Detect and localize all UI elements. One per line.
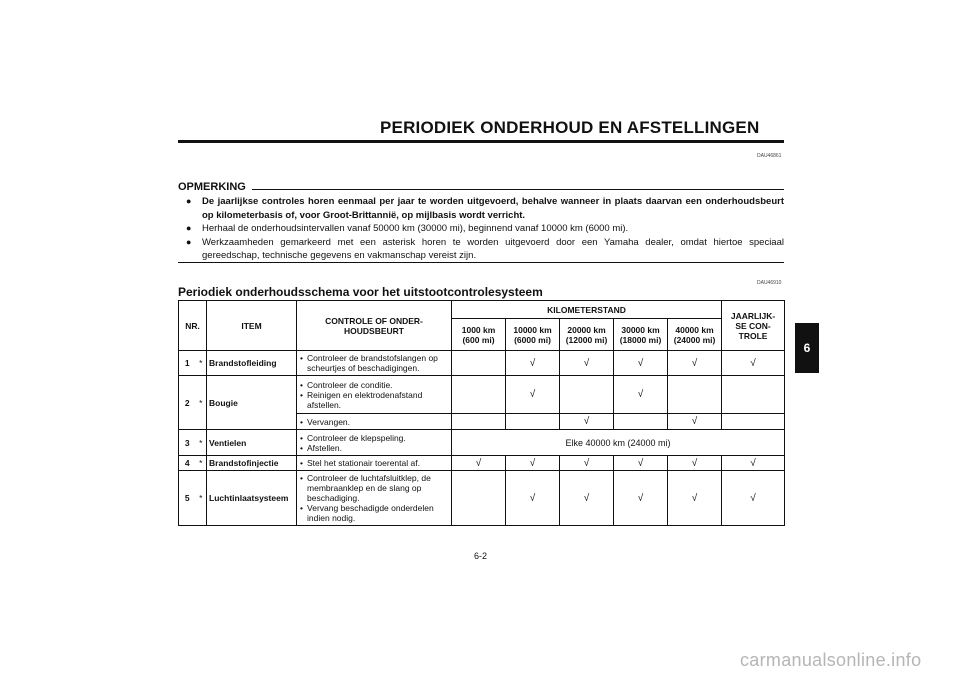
header-interval: 40000 km (24000 mi) <box>668 319 722 351</box>
row-nr: 5 <box>179 471 196 526</box>
note-item: ● Werkzaamheden gemarkeerd met een asterisk horen te worden uitgevoerd door een Yamaha dealer, omdat hiertoe speciaal gereedschap, technische gegevens en vakmanschap vereist zijn. <box>186 236 784 263</box>
control-bullet: • Vervang beschadigde onderdelen indien nodig. <box>300 503 448 523</box>
interval-span-text: Elke 40000 km (24000 mi) <box>452 430 785 456</box>
dealer-asterisk: * <box>196 456 207 471</box>
check-mark: √ <box>722 351 785 376</box>
check-mark: √ <box>668 414 722 430</box>
maintenance-schedule-table <box>178 300 785 526</box>
check-cell <box>452 414 506 430</box>
control-bullet: • Controleer de klepspeling. <box>300 433 448 443</box>
note-code: DAU46861 <box>757 153 782 159</box>
check-cell <box>722 414 785 430</box>
check-mark: √ <box>614 376 668 414</box>
page-number: 6-2 <box>474 551 488 561</box>
section-title: Periodiek onderhoudsschema voor het uitstootcontrolesysteem <box>178 285 543 299</box>
dealer-asterisk: * <box>196 430 207 456</box>
header-nr: NR. <box>179 301 207 351</box>
check-mark: √ <box>614 351 668 376</box>
note-item: ● Herhaal de onderhoudsintervallen vanaf 50000 km (30000 mi), beginnend vanaf 10000 km (6000 mi). <box>186 222 784 236</box>
check-cell <box>452 471 506 526</box>
dealer-asterisk: * <box>196 471 207 526</box>
note-title: OPMERKING <box>178 181 246 193</box>
header-control: CONTROLE OF ONDER- HOUDSBEURT <box>297 301 452 351</box>
check-mark: √ <box>614 456 668 471</box>
section-code: DAU46910 <box>757 280 782 286</box>
check-cell <box>506 414 560 430</box>
check-mark: √ <box>560 471 614 526</box>
row-control <box>297 471 452 526</box>
control-bullet: • Controleer de conditie. <box>300 380 448 390</box>
check-cell <box>452 351 506 376</box>
row-item: Ventielen <box>207 430 297 456</box>
header-interval: 10000 km (6000 mi) <box>506 319 560 351</box>
check-mark: √ <box>506 351 560 376</box>
check-mark: √ <box>722 456 785 471</box>
note-item: ● De jaarlijkse controles horen eenmaal per jaar te worden uitgevoerd, behalve wanneer in plaats daarvan een onderhoudsbeurt op kilometerbasis of, voor Groot-Brittannië, op mijlbasis wordt verricht. <box>186 195 784 222</box>
check-mark: √ <box>614 471 668 526</box>
row-item: Bougie <box>207 376 297 430</box>
header-interval: 30000 km (18000 mi) <box>614 319 668 351</box>
row-nr: 3 <box>179 430 196 456</box>
control-bullet: • Afstellen. <box>300 443 448 453</box>
check-mark: √ <box>506 456 560 471</box>
control-bullet: • Reinigen en elektrodenafstand afstellen. <box>300 390 448 410</box>
check-mark: √ <box>668 471 722 526</box>
row-nr: 4 <box>179 456 196 471</box>
control-bullet: • Vervangen. <box>300 417 448 427</box>
header-kilometerstand: KILOMETERSTAND <box>452 301 722 319</box>
check-cell <box>614 414 668 430</box>
note-list <box>186 195 784 263</box>
header-item: ITEM <box>207 301 297 351</box>
check-mark: √ <box>560 456 614 471</box>
check-mark: √ <box>452 456 506 471</box>
check-mark: √ <box>560 414 614 430</box>
row-item: Brandstofinjectie <box>207 456 297 471</box>
page-header-title: PERIODIEK ONDERHOUD EN AFSTELLINGEN <box>380 118 760 137</box>
row-nr: 2 <box>179 376 196 430</box>
control-bullet: • Controleer de luchtafsluitklep, de membraanklep en de slang op beschadiging. <box>300 473 448 503</box>
check-mark: √ <box>722 471 785 526</box>
check-mark: √ <box>668 351 722 376</box>
dealer-asterisk: * <box>196 376 207 430</box>
table-header-row <box>179 301 785 319</box>
table-row <box>179 456 785 471</box>
row-control <box>297 430 452 456</box>
control-bullet: • Controleer de brandstofslangen op scheurtjes of beschadigingen. <box>300 353 448 373</box>
header-interval: 1000 km (600 mi) <box>452 319 506 351</box>
header-annual: JAARLIJK- SE CON- TROLE <box>722 301 785 351</box>
check-mark: √ <box>506 376 560 414</box>
check-cell <box>722 376 785 414</box>
check-cell <box>668 376 722 414</box>
note-bottom-rule <box>178 262 784 263</box>
row-control <box>297 456 452 471</box>
row-control <box>297 376 452 414</box>
chapter-tab[interactable]: 6 <box>795 323 819 373</box>
check-cell <box>452 376 506 414</box>
table-row <box>179 430 785 456</box>
row-nr: 1 <box>179 351 196 376</box>
header-interval: 20000 km (12000 mi) <box>560 319 614 351</box>
check-mark: √ <box>506 471 560 526</box>
row-item: Brandstofleiding <box>207 351 297 376</box>
row-item: Luchtinlaatsysteem <box>207 471 297 526</box>
dealer-asterisk: * <box>196 351 207 376</box>
control-bullet: • Stel het stationair toerental af. <box>300 458 448 468</box>
check-mark: √ <box>668 456 722 471</box>
watermark: carmanualsonline.info <box>740 650 922 670</box>
table-row <box>179 471 785 526</box>
note-title-rule <box>252 189 784 190</box>
row-control <box>297 414 452 430</box>
check-mark: √ <box>560 351 614 376</box>
table-row <box>179 376 785 414</box>
table-row <box>179 351 785 376</box>
header-rule <box>178 140 784 143</box>
check-cell <box>560 376 614 414</box>
row-control <box>297 351 452 376</box>
